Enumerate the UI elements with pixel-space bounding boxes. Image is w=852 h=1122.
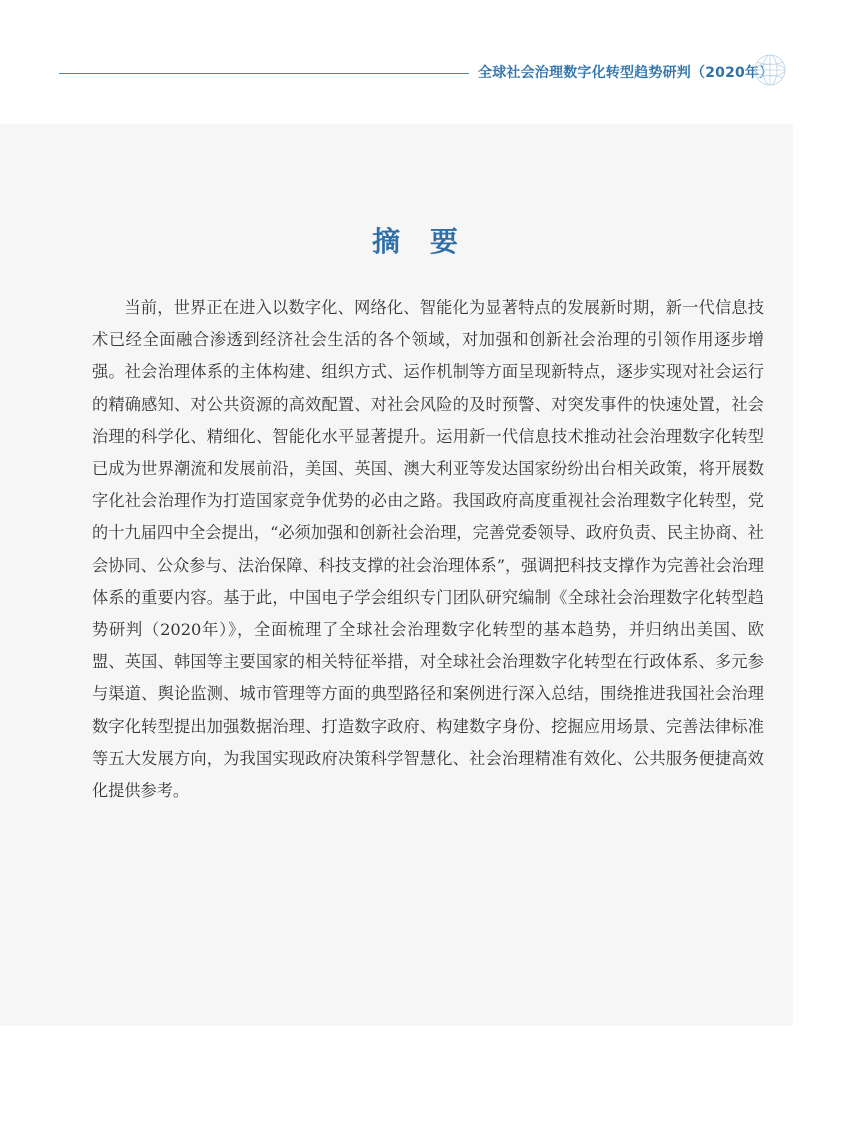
- header-title: 全球社会治理数字化转型趋势研判（2020年）: [478, 65, 774, 81]
- globe-icon: [748, 50, 788, 90]
- abstract-title: 摘 要: [372, 225, 468, 258]
- abstract-body: 当前，世界正在进入以数字化、网络化、智能化为显著特点的发展新时期，新一代信息技术已经全面融合渗透到经济社会生活的各个领域，对加强和创新社会治理的引领作用逐步增强。社会治理体系的主体构建、组织方式、运作机制等方面呈现新特点，逐步实现对社会运行的精确感知、对公共资源的高效配置、对社会风险的及时预警、对突发事件的快速处置，社会治理的科学化、精细化、智能化水平显著提升。运用新一代信息技术推动社会治理数字化转型已成为世界潮流和发展前沿，美国、英国、澳大利亚等发达国家纷纷出台相关政策，将开展数字化社会治理作为打造国家竞争优势的必由之路。我国政府高度重视社会治理数字化转型，党的十九届四中全会提出，“必须加强和创新社会治理，完善党委领导、政府负责、民主协商、社会协同、公众参与、法治保障、科技支撑的社会治理体系”，强调把科技支撑作为完善社会治理体系的重要内容。基于此，中国电子学会组织专门团队研究编制《全球社会治理数字化转型趋势研判（2020年）》，全面梳理了全球社会治理数字化转型的基本趋势，并归纳出美国、欧盟、英国、韩国等主要国家的相关特征举措，对全球社会治理数字化转型在行政体系、多元参与渠道、舆论监测、城市管理等方面的典型路径和案例进行深入总结，围绕推进我国社会治理数字化转型提出加强数据治理、打造数字政府、构建数字身份、挖掘应用场景、完善法律标准等五大发展方向，为我国实现政府决策科学智慧化、社会治理精准有效化、公共服务便捷高效化提供参考。: [92, 298, 764, 801]
- header-rule: [59, 73, 469, 74]
